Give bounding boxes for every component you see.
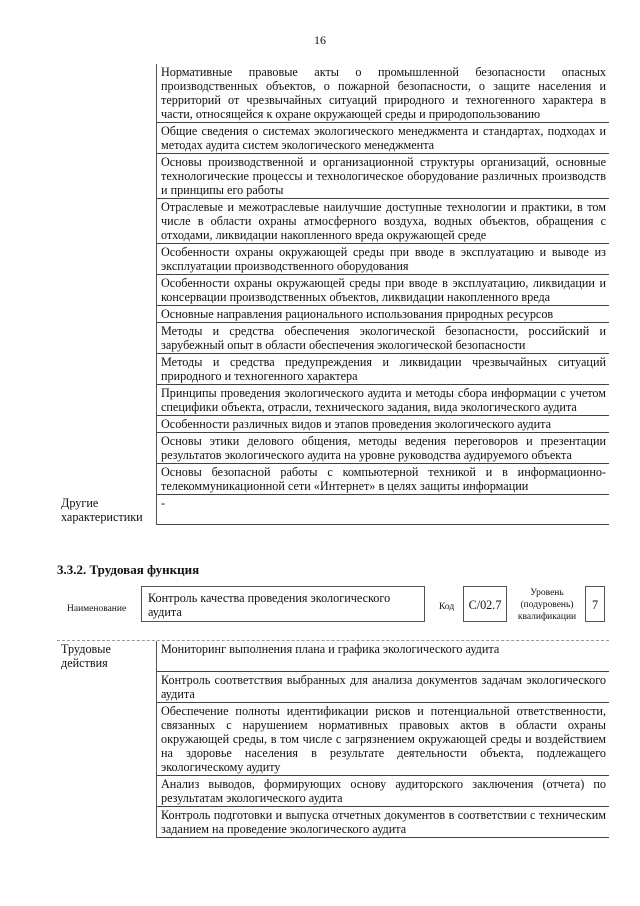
table-row bbox=[57, 806, 609, 837]
labor-action-item: Обеспечение полноты идентификации рисков и потенциальной ответственности, связанных с нарушением нормативных правовых актов в области охраны окружающей среды, в том числе с загрязнением окружающей среды и воздействием на здоровье населения в результате деятельности объекта, подлежащего экологическому аудиту bbox=[157, 702, 610, 775]
knowledge-item: Методы и средства предупреждения и ликвидации чрезвычайных ситуаций природного и техногенного характера bbox=[157, 354, 610, 385]
table-row bbox=[57, 495, 609, 525]
labor-action-item: Анализ выводов, формирующих основу аудиторского заключения (отчета) по результатам экологического аудита bbox=[157, 775, 610, 806]
row-label bbox=[57, 306, 157, 323]
table-row bbox=[57, 275, 609, 306]
table-row bbox=[57, 385, 609, 416]
table-row bbox=[57, 64, 609, 123]
table-row bbox=[57, 702, 609, 775]
knowledge-item: Основы производственной и организационной структуры организаций, основные технологические процессы и технологическое оборудование различных производств и принципы его работы bbox=[157, 154, 610, 199]
table-row bbox=[57, 775, 609, 806]
knowledge-item: Общие сведения о системах экологического менеджмента и стандартах, подходах и методах аудита систем экологического менеджмента bbox=[157, 123, 610, 154]
row-label bbox=[57, 244, 157, 275]
labor-action-item: Контроль подготовки и выпуска отчетных документов в соответствии с техническим заданием на проведение экологического аудита bbox=[157, 806, 610, 837]
labor-function-header bbox=[57, 586, 609, 626]
table-row bbox=[57, 323, 609, 354]
function-name-label: Наименование bbox=[67, 604, 127, 614]
qualification-level: 7 bbox=[585, 586, 605, 622]
knowledge-item: Особенности охраны окружающей среды при вводе в эксплуатацию и выводе из эксплуатации производственного оборудования bbox=[157, 244, 610, 275]
row-label bbox=[57, 806, 157, 837]
other-characteristics-value: - bbox=[157, 495, 610, 525]
knowledge-item: Основные направления рационального использования природных ресурсов bbox=[157, 306, 610, 323]
row-label bbox=[57, 464, 157, 495]
knowledge-item: Методы и средства обеспечения экологической безопасности, российский и зарубежный опыт в области обеспечения экологической безопасности bbox=[157, 323, 610, 354]
function-code: С/02.7 bbox=[463, 586, 507, 622]
labor-action-item: Мониторинг выполнения плана и графика экологического аудита bbox=[157, 641, 610, 671]
knowledge-item: Отраслевые и межотраслевые наилучшие доступные технологии и практики, в том числе в области охраны атмосферного воздуха, водных объектов, обращения с отходами, ликвидации накопленного вреда окружающей среде bbox=[157, 199, 610, 244]
knowledge-item: Особенности различных видов и этапов проведения экологического аудита bbox=[157, 416, 610, 433]
function-code-label: Код bbox=[439, 602, 455, 612]
function-name: Контроль качества проведения экологического аудита bbox=[141, 586, 425, 622]
row-label bbox=[57, 123, 157, 154]
other-characteristics-label: Другие характеристики bbox=[57, 495, 157, 525]
table-row bbox=[57, 199, 609, 244]
table-row bbox=[57, 416, 609, 433]
row-label bbox=[57, 702, 157, 775]
row-label bbox=[57, 671, 157, 702]
table-row bbox=[57, 433, 609, 464]
row-label bbox=[57, 199, 157, 244]
row-label bbox=[57, 323, 157, 354]
table-row bbox=[57, 123, 609, 154]
table-row bbox=[57, 244, 609, 275]
labor-actions-label: Трудовые действия bbox=[57, 641, 157, 671]
knowledge-item: Принципы проведения экологического аудита и методы сбора информации с учетом специфики объекта, отрасли, технического задания, вида экологического аудита bbox=[157, 385, 610, 416]
row-label bbox=[57, 775, 157, 806]
qualification-level-label: Уровень (подуровень) квалификации bbox=[517, 588, 577, 622]
section-heading: 3.3.2. Трудовая функция bbox=[57, 562, 200, 577]
knowledge-table bbox=[57, 64, 609, 525]
knowledge-item: Нормативные правовые акты о промышленной безопасности опасных производственных объектов, о пожарной безопасности, о защите населения и территорий от чрезвычайных ситуаций природного и техногенного характера в части, относящейся к охране окружающей среды и природопользованию bbox=[157, 64, 610, 123]
table-row bbox=[57, 671, 609, 702]
labor-action-item: Контроль соответствия выбранных для анализа документов задачам экологического аудита bbox=[157, 671, 610, 702]
knowledge-item: Основы безопасной работы с компьютерной техникой и в информационно-телекоммуникационной сети «Интернет» в целях защиты информации bbox=[157, 464, 610, 495]
row-label bbox=[57, 275, 157, 306]
row-label bbox=[57, 385, 157, 416]
table-row bbox=[57, 154, 609, 199]
table-row bbox=[57, 641, 609, 671]
knowledge-item: Особенности охраны окружающей среды при вводе в эксплуатацию, ликвидации и консервации производственных объектов, ликвидации накопленного вреда bbox=[157, 275, 610, 306]
row-label bbox=[57, 354, 157, 385]
table-row bbox=[57, 306, 609, 323]
actions-table bbox=[57, 640, 609, 838]
knowledge-item: Основы этики делового общения, методы ведения переговоров и презентации результатов экологического аудита на уровне руководства аудируемого объекта bbox=[157, 433, 610, 464]
page-number: 16 bbox=[314, 33, 326, 47]
row-label bbox=[57, 416, 157, 433]
table-row bbox=[57, 354, 609, 385]
row-label bbox=[57, 433, 157, 464]
table-row bbox=[57, 464, 609, 495]
row-label bbox=[57, 64, 157, 123]
row-label bbox=[57, 154, 157, 199]
